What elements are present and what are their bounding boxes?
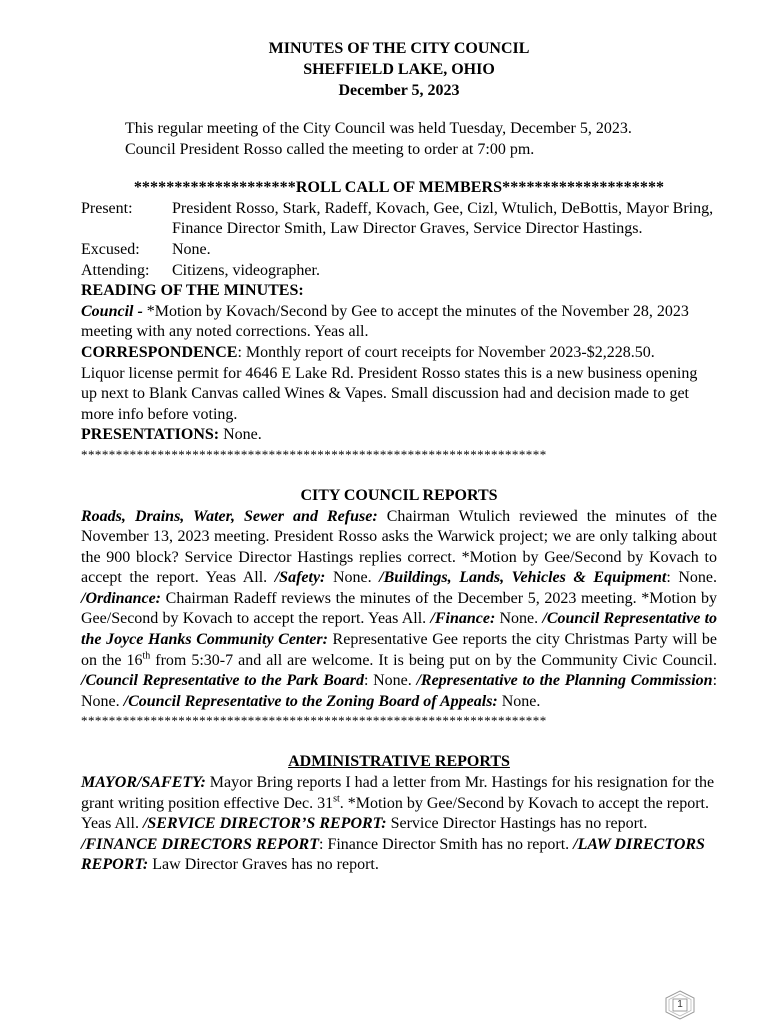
ordinance-label: /Ordinance: (81, 589, 161, 607)
mayor-text-b: . *Motion by Gee/Second by Kovach to accept the report. Yeas All. (81, 794, 709, 833)
divider-line-1: ******************************************************************* (81, 446, 547, 462)
page-number-badge (664, 990, 696, 1020)
law-text: Law Director Graves has no report. (148, 856, 379, 874)
admin-reports-paragraph (81, 773, 717, 876)
zoning-label: /Council Representative to the Zoning Board of Appeals: (123, 692, 498, 710)
park-label: /Council Representative to the Park Board (81, 672, 364, 690)
ordinance-text: Chairman Radeff reviews the minutes of the December 5, 2023 meeting. *Motion by Gee/Second by Kovach to accept the report. Yeas All. (81, 589, 717, 628)
zoning-text: None. (497, 692, 541, 710)
document-page (81, 38, 717, 876)
intro-line-1: This regular meeting of the City Council was held Tuesday, December 5, 2023. (125, 120, 632, 137)
roads-label: Roads, Drains, Water, Sewer and Refuse: (81, 507, 378, 525)
attending-label: Attending: (81, 261, 150, 279)
buildings-label: /Buildings, Lands, Vehicles & Equipment (379, 569, 667, 587)
correspondence-paragraph (81, 343, 717, 364)
presentations-text: None. (219, 426, 262, 444)
council-reports-paragraph (81, 507, 717, 713)
presentations-paragraph (81, 425, 717, 446)
finance-director-label: /FINANCE DIRECTORS REPORT (81, 835, 319, 853)
mayor-label: MAYOR/SAFETY: (81, 774, 206, 792)
planning-text: : None. (81, 672, 718, 710)
finance-director-text: : Finance Director Smith has no report. (319, 835, 574, 853)
council-reports-title: CITY COUNCIL REPORTS (300, 486, 498, 504)
finance-label: /Finance: (430, 610, 496, 628)
header-title: MINUTES OF THE CITY COUNCIL (268, 40, 530, 57)
planning-label: /Representative to the Planning Commission (416, 672, 713, 690)
mayor-sup: st (333, 793, 340, 805)
correspondence-label: CORRESPONDENCE (81, 343, 238, 361)
header-city: SHEFFIELD LAKE, OHIO (303, 61, 495, 78)
roll-present-row (81, 199, 717, 240)
roll-call-heading: ********************ROLL CALL OF MEMBERS******************** (133, 179, 665, 197)
divider-line-2: ******************************************************************* (81, 713, 547, 729)
safety-label: /Safety: (274, 569, 326, 587)
service-label: /SERVICE DIRECTOR’S REPORT: (142, 815, 387, 833)
council-label: Council - (81, 302, 143, 320)
present-label: Present: (81, 199, 133, 217)
intro-paragraph (125, 119, 717, 160)
liquor-paragraph: Liquor license permit for 4646 E Lake Rd. President Rosso states this is a new business opening up next to Blank Canvas called Wines & Vapes. Small discussion had and decision made to get more info before voting. (81, 364, 698, 423)
presentations-label: PRESENTATIONS: (81, 426, 220, 444)
admin-reports-title: ADMINISTRATIVE REPORTS (288, 753, 510, 771)
safety-text: None. (325, 569, 380, 587)
document-header (81, 38, 717, 101)
correspondence-text: : Monthly report of court receipts for November 2023-$2,228.50. (237, 343, 655, 361)
roads-text: Chairman Wtulich reviewed the minutes of the November 13, 2023 meeting. President Rosso asks the Warwick project; we are only talking about the 900 block? Service Director Hastings replies correct. *Motion by Gee/Second by Kovach to accept the report. Yeas All. (81, 507, 718, 587)
joyce-label: /Council Representative to the Joyce Hanks Community Center: (81, 610, 718, 649)
roll-excused-row (81, 240, 717, 261)
finance-text: None. (495, 610, 543, 628)
buildings-text: : None. (666, 569, 718, 587)
attending-value: Citizens, videographer. (172, 261, 320, 279)
council-text: *Motion by Kovach/Second by Gee to accept the minutes of the November 28, 2023 meeting with any noted corrections. Yeas all. (81, 302, 689, 341)
service-text: Service Director Hastings has no report. (386, 815, 648, 833)
page-number: 1 (677, 998, 683, 1010)
intro-line-2: Council President Rosso called the meeting to order at 7:00 pm. (125, 140, 535, 158)
present-value: President Rosso, Stark, Radeff, Kovach, Gee, Cizl, Wtulich, DeBottis, Mayor Bring, Finance Director Smith, Law Director Graves, Service Director Hastings. (172, 199, 714, 238)
header-date: December 5, 2023 (338, 82, 460, 99)
excused-value: None. (172, 240, 211, 258)
minutes-paragraph (81, 302, 717, 343)
law-label: /LAW DIRECTORS REPORT: (81, 835, 705, 874)
joyce-sup: th (142, 650, 151, 662)
joyce-text-b: from 5:30-7 and all are welcome. It is being put on by the Community Civic Council. (150, 651, 718, 669)
park-text: : None. (363, 672, 417, 690)
excused-label: Excused: (81, 240, 140, 258)
roll-attending-row (81, 261, 717, 282)
mayor-text-a: Mayor Bring reports I had a letter from Mr. Hastings for his resignation for the grant writing position effective Dec. 31 (81, 774, 715, 812)
minutes-heading: READING OF THE MINUTES: (81, 282, 304, 300)
joyce-text-a: Representative Gee reports the city Christmas Party will be on the 16 (81, 631, 717, 669)
